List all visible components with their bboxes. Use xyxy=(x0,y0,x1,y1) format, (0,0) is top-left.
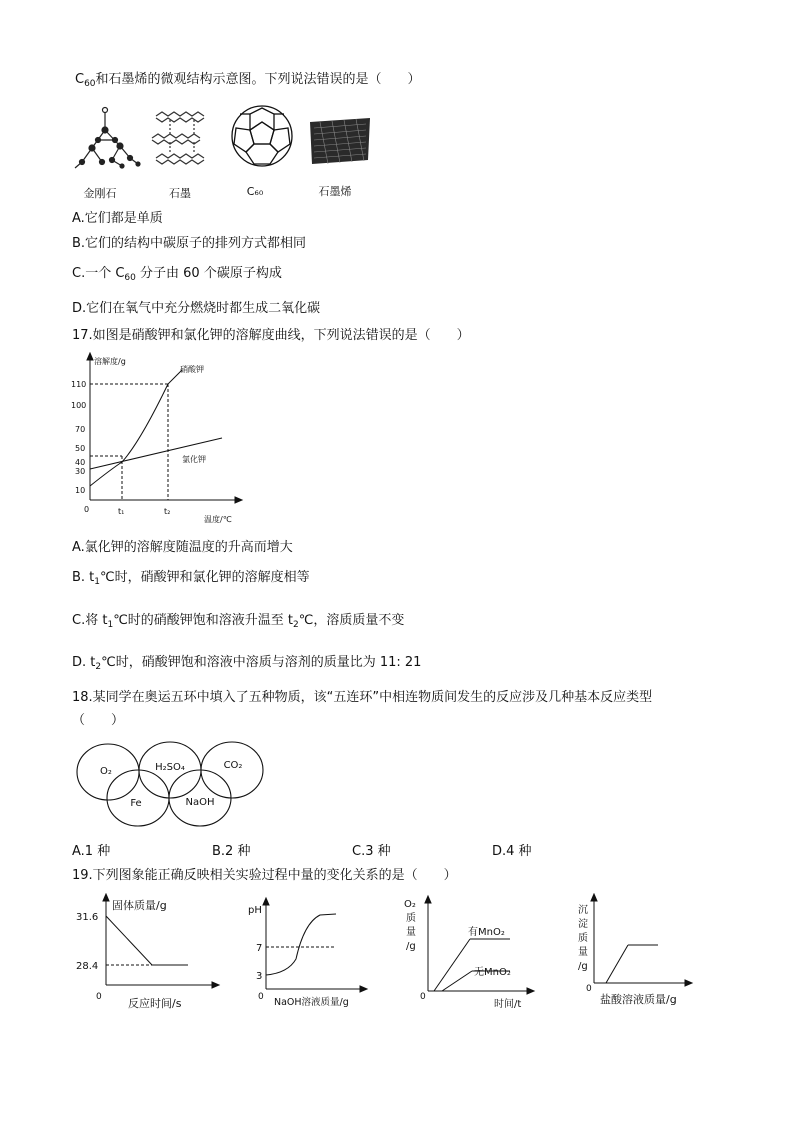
five-rings-figure xyxy=(72,738,267,830)
graph-c-origin: 0 xyxy=(420,992,426,1002)
ytick-30: 30 xyxy=(75,467,86,476)
ytick-110: 110 xyxy=(71,380,87,389)
q16-option-d[interactable]: D.它们在氧气中充分燃烧时都生成二氧化碳 xyxy=(72,301,321,316)
ytick-40: 40 xyxy=(75,458,86,467)
ring-label-fe: Fe xyxy=(130,798,142,809)
graph-c-ylabel-liang: 量 xyxy=(406,927,416,938)
graph-d-origin: 0 xyxy=(586,984,592,994)
carbon-structures-figure xyxy=(70,100,370,180)
q18-paren: （ ） xyxy=(72,713,125,728)
chart-xlabel: 温度/℃ xyxy=(204,515,232,524)
kno3-curve xyxy=(90,370,182,486)
graphene-structure-image xyxy=(310,118,370,164)
ytick-10: 10 xyxy=(75,486,86,495)
ytick-100: 100 xyxy=(71,401,87,410)
q17-stem: 17.如图是硝酸钾和氯化钾的溶解度曲线，下列说法错误的是（ ） xyxy=(72,328,470,343)
xtick-t2: t₂ xyxy=(164,507,171,516)
q17-option-d[interactable]: D. $t_2℃$时，硝酸钾饱和溶液中溶质与溶剂的质量比为 11: 21 xyxy=(72,655,422,672)
q17-option-b[interactable]: B. $t_1℃$时，硝酸钾和氯化钾的溶解度相等 xyxy=(72,570,310,587)
q17-option-a[interactable]: A.氯化钾的溶解度随温度的升高而增大 xyxy=(72,540,293,555)
ring-label-o2: O₂ xyxy=(100,766,112,777)
q19-graph-d[interactable] xyxy=(572,893,707,1015)
q16-stem: $C_{60}$和石墨烯的微观结构示意图。下列说法错误的是（ ） xyxy=(75,72,421,89)
ytick-70: 70 xyxy=(75,425,86,434)
ring-label-co2: CO₂ xyxy=(223,760,243,771)
q18-option-a[interactable]: A.1 种 xyxy=(72,844,111,859)
caption-graphite: 石墨 xyxy=(169,187,191,200)
solubility-chart xyxy=(70,352,250,527)
ytick-50: 50 xyxy=(75,444,86,453)
graph-d-ylabel-liang: 量 xyxy=(578,947,588,958)
q19-graph-a[interactable] xyxy=(72,893,222,1015)
graph-c-ylabel-zhi: 质 xyxy=(406,913,416,924)
graph-a-origin: 0 xyxy=(96,992,102,1002)
graph-b-xlabel: NaOH溶液质量/g xyxy=(274,997,349,1008)
graphite-structure-image xyxy=(152,112,204,164)
graph-d-ylabel-zhi: 质 xyxy=(578,933,588,944)
graph-d-ylabel-dian: 淀 xyxy=(578,919,588,930)
graph-d-ylabel-chen: 沉 xyxy=(578,905,588,916)
graph-d-xlabel: 盐酸溶液质量/g xyxy=(600,993,677,1006)
q16-option-c[interactable]: C.一个 $C_{60}$ 分子由 60 个碳原子构成 xyxy=(72,266,282,283)
graph-d-ylabel-unit: /g xyxy=(578,961,588,972)
chart-label-kno3: 硝酸钾 xyxy=(180,365,204,374)
graph-b-y2: 3 xyxy=(256,971,263,982)
chart-label-kcl: 氯化钾 xyxy=(182,455,206,464)
q18-option-c[interactable]: C.3 种 xyxy=(352,844,391,859)
chart-ylabel: 溶解度/g xyxy=(94,357,126,366)
graph-c-xlabel: 时间/t xyxy=(494,999,522,1010)
graph-c-ylabel-o2: O₂ xyxy=(404,899,416,910)
kcl-curve xyxy=(90,438,222,469)
caption-graphene: 石墨烯 xyxy=(318,185,352,198)
graph-c-label-with-mno2: 有MnO₂ xyxy=(468,927,505,938)
graph-b-y1: 7 xyxy=(256,943,263,954)
ring-label-h2so4: H₂SO₄ xyxy=(155,762,185,773)
ring-label-naoh: NaOH xyxy=(185,797,215,808)
q18-stem: 18.某同学在奥运五环中填入了五种物质，该“五连环”中相连物质间发生的反应涉及几种基本反应类型 xyxy=(72,690,653,705)
graph-c-label-without-mno2: 无MnO₂ xyxy=(474,967,511,978)
q17-option-c[interactable]: C.将 $t_1℃$时的硝酸钾饱和溶液升温至 $t_2℃$，溶质质量不变 xyxy=(72,613,405,630)
graph-a-ylabel: 固体质量/g xyxy=(112,899,167,912)
graph-b-ylabel: pH xyxy=(248,905,262,916)
q16-option-a[interactable]: A.它们都是单质 xyxy=(72,211,163,226)
caption-diamond: 金刚石 xyxy=(83,187,117,200)
q19-stem: 19.下列图象能正确反映相关实验过程中量的变化关系的是（ ） xyxy=(72,868,457,883)
xtick-t1: t₁ xyxy=(118,507,125,516)
q19-graph-c[interactable] xyxy=(400,893,540,1015)
graph-c-ylabel-unit: /g xyxy=(406,941,416,952)
chart-origin: 0 xyxy=(84,505,90,514)
caption-c60: C₆₀ xyxy=(246,185,264,198)
q18-option-d[interactable]: D.4 种 xyxy=(492,844,532,859)
graph-a-y2: 28.4 xyxy=(76,961,99,972)
q19-graph-b[interactable] xyxy=(240,893,370,1015)
graph-b-origin: 0 xyxy=(258,992,264,1002)
q18-option-b[interactable]: B.2 种 xyxy=(212,844,251,859)
c60-structure-image xyxy=(232,106,292,166)
graph-a-y1: 31.6 xyxy=(76,912,99,923)
diamond-structure-image xyxy=(75,108,140,169)
graph-a-xlabel: 反应时间/s xyxy=(128,997,182,1010)
q16-option-b[interactable]: B.它们的结构中碳原子的排列方式都相同 xyxy=(72,236,307,251)
